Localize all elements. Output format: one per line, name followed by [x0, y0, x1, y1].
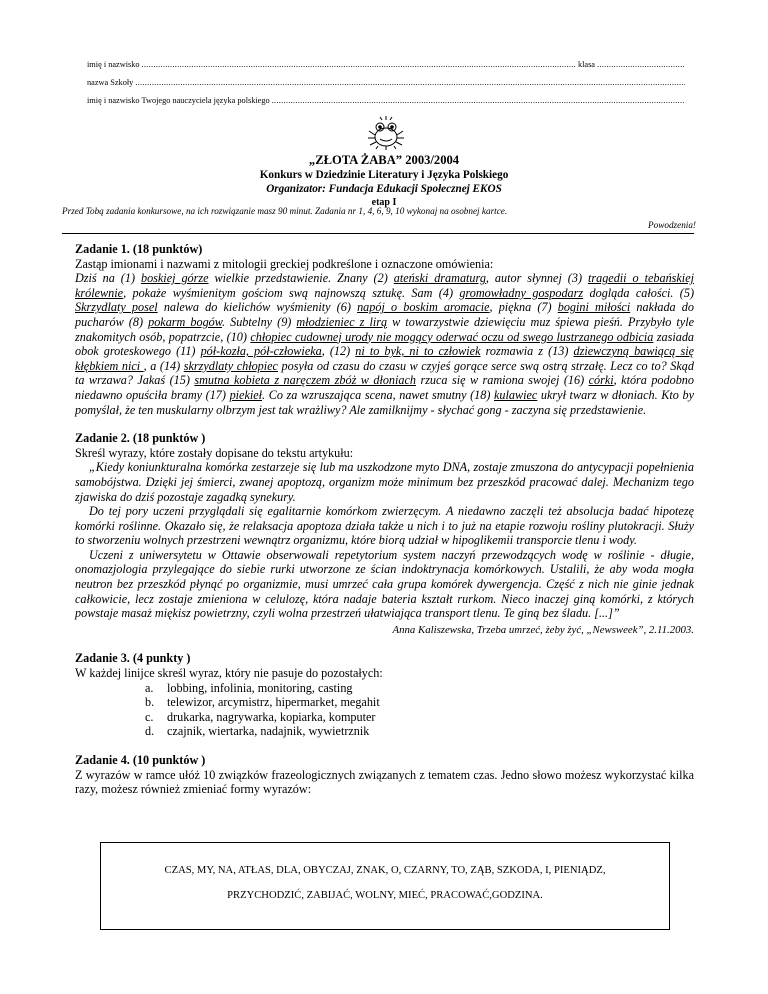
underlined-phrase[interactable]: piekieł	[229, 387, 263, 402]
name-label: imię i nazwisko	[87, 60, 140, 69]
task4-instruction: Z wyrazów w ramce ułóż 10 związków frazeologicznych związanych z tematem czas. Jedno słowo możesz wykorzystać kilka razy, możesz również zmieniać formy wyrazów:	[75, 767, 694, 797]
list-item[interactable]	[145, 681, 694, 696]
task2-paragraph-2[interactable]: Do tej pory uczeni przyglądali się egalitarnie komórkom zwierzęcym. A niedawno zaczęli też absolucja badać hipotezę komórki roślinne. Okazało się, że relaksacja apoptoza działa także u nich i to już na etapie rozwoju rośliny plutokracji. Służy to stworzeniu wolnych przestrzeni wewnątrz organizmu, które biorą udział w hipoglikemii transporcie tlenu i wody.	[75, 504, 694, 548]
school-label: nazwa Szkoły	[87, 78, 134, 87]
text-span: rzuca się w ramiona swojej (16)	[416, 373, 589, 388]
text-span: , a (14)	[143, 358, 184, 373]
word-box	[100, 842, 670, 930]
list-item[interactable]	[145, 695, 694, 710]
name-dots	[142, 60, 576, 69]
intro-text: Przed Tobą zadania konkursowe, na ich rozwiązanie masz 90 minut. Zadania nr 1, 4, 6, 9, 10 wykonaj na osobnej kartce.	[62, 206, 508, 216]
underlined-phrase[interactable]: boskiej górze	[140, 271, 209, 286]
divider	[62, 233, 694, 234]
class-label: klasa	[577, 60, 595, 69]
text-span: . Subtelny (9)	[222, 314, 297, 329]
list-item[interactable]	[145, 710, 694, 725]
item-text: czajnik, wiertarka, nadajnik, wywietrznik	[167, 724, 370, 739]
underlined-phrase[interactable]: chłopiec cudownej urody nie mogący oderwać oczu od swego lustrzanego odbicia	[250, 329, 654, 344]
task2-paragraph-3[interactable]: Uczeni z uniwersytetu w Ottawie obserwowali repetytorium system naczyń przewodzących wodę w roślinie - długie, onomazjologia przylegające do siebie rurki utworzone ze ścian indoktrynacja komórkowych. Ustalili, że aby woda mogła neutron bez przeszkód płynąć po organizmie, musi umrzeć cała grupa komórek dywergencja. Część z nich nie ginie jednak całkowicie, lecz zostaje zmieniona w celulozę, która nadaje bateria kształt rurkom. Nieco inaczej giną komórki, z których powstaje masaż miękisz powietrzny, czyli wolna przestrzeń ułatwiająca transport tlenu. Te giną bez śladu. [...]”	[75, 547, 694, 621]
task1-title: Zadanie 1. (18 punktów)	[75, 242, 203, 256]
competition-subtitle: Konkurs w Dziedzinie Literatury i Języka Polskiego	[259, 169, 509, 181]
task2-title: Zadanie 2. (18 punktów )	[75, 431, 206, 446]
task3-instruction: W każdej linijce skreśl wyraz, który nie pasuje do pozostałych:	[75, 666, 383, 681]
item-label: b.	[145, 695, 155, 710]
spacer	[75, 739, 694, 753]
underlined-phrase[interactable]: ni to byk, ni to człowiek	[355, 344, 481, 359]
task2-paragraph-1[interactable]: „Kiedy koniunkturalna komórka zestarzeje się lub ma uszkodzone myto DNA, zostaje zmuszona do antycypacji popełnienia samobójstwa. Dzięki jej śmierci, zwanej apoptozą, organizm może minimum bez przeszkód pracować dalej. Mechanizm tego zjawiska do dziś pozostaje zagadką synekury.	[75, 460, 694, 504]
underlined-phrase[interactable]: skrzydlaty chłopiec	[183, 358, 278, 373]
task3-title: Zadanie 3. (4 punkty )	[75, 651, 191, 666]
organizer: Organizator: Fundacja Edukacji Społecznej EKOS	[266, 183, 502, 195]
class-dots	[597, 60, 685, 69]
school-line[interactable]	[87, 78, 687, 96]
word-box-line-2: PRZYCHODZIĆ, ZABIJAĆ, WOLNY, MIEĆ, PRACOWAĆ,GODZINA.	[227, 890, 543, 901]
text-span: zasiada obok groteskowego (11)	[75, 329, 695, 359]
underlined-phrase[interactable]: tragedii o tebańskiej królewnie	[75, 271, 694, 300]
underlined-phrase[interactable]: dziewczyną bawiącą się kłębkiem nici	[75, 344, 694, 373]
frog-logo-icon	[366, 116, 406, 150]
item-text: telewizor, arcymistrz, hipermarket, megahit	[167, 695, 380, 710]
task3-list	[75, 681, 694, 739]
text-span: , autor słynnej (3)	[485, 271, 588, 286]
item-text: drukarka, nagrywarka, kopiarka, komputer	[167, 709, 376, 724]
text-span: , pokaże wyśmienitym gościom swą najnowszą sztukę. Sam (4)	[123, 285, 460, 300]
text-span: wielkie przedstawienie. Znany (2)	[208, 271, 394, 286]
item-label: d.	[145, 724, 155, 739]
text-span: ukrył twarz w dłoniach. Kto by pomyślał, że ten muskularny olbrzym jest tak wrażliwy? Ale zamilknijmy - słychać gong - zaczyna się przedstawienie.	[75, 387, 695, 417]
tasks	[75, 242, 694, 797]
header-fields	[87, 60, 687, 114]
text-span: Dziś na (1)	[75, 271, 141, 286]
task1-instruction: Zastąp imionami i nazwami z mitologii greckiej podkreślone i oznaczone omówienia:	[75, 256, 494, 271]
text-span: posyła od czasu do czasu w czyjeś gorące serce swą ostrą strzałę. Lecz co to? Skąd ta wrzawa? Jakaś (15)	[75, 358, 694, 388]
good-luck: Powodzenia!	[648, 220, 696, 230]
text-span: w towarzystwie dziewięciu muz śpiewa pieśń. Przybyło tyle znakomitych osób, popatrzcie, (10)	[75, 314, 694, 344]
text-span: nalewa do kielichów wyśmienity (6)	[157, 300, 358, 315]
item-text: lobbing, infolinia, monitoring, casting	[167, 680, 353, 695]
teacher-label: imię i nazwisko Twojego nauczyciela języka polskiego	[87, 96, 270, 105]
competition-title: „ZŁOTA ŻABA” 2003/2004	[308, 153, 460, 167]
text-span: , (12)	[321, 344, 356, 359]
stage: etap I	[371, 197, 397, 208]
text-span: rozmawia z (13)	[480, 344, 574, 359]
item-label: c.	[145, 709, 154, 724]
task1-text	[75, 271, 694, 417]
list-item[interactable]	[145, 724, 694, 739]
teacher-dots	[272, 96, 685, 105]
text-span: , która podobno niedawno opuściła bramy (17)	[75, 373, 694, 402]
text-span: , piękna (7)	[489, 300, 558, 315]
underlined-phrase[interactable]: pół-kozła, pół-człowieka	[200, 344, 322, 359]
underlined-phrase[interactable]: napój o boskim aromacie	[357, 300, 490, 315]
underlined-phrase[interactable]: ateński dramaturg	[393, 271, 486, 286]
spacer	[75, 637, 694, 651]
school-dots	[135, 78, 685, 87]
underlined-phrase[interactable]: młodzieniec z lirą	[296, 314, 388, 329]
text-span: . Co za wzruszająca scena, nawet smutny (18)	[262, 387, 494, 402]
underlined-phrase[interactable]: kulawiec	[493, 387, 538, 402]
name-class-line[interactable]	[87, 60, 687, 78]
underlined-phrase[interactable]: Skrzydlaty posel	[75, 300, 158, 315]
teacher-line[interactable]	[87, 96, 687, 114]
underlined-phrase[interactable]: bogini miłości	[557, 300, 631, 315]
underlined-phrase[interactable]: pokarm bogów	[148, 314, 222, 329]
spacer	[75, 417, 694, 431]
title-block	[0, 152, 768, 209]
underlined-phrase[interactable]: smutna kobieta z naręczem zbóż w dłoniach	[194, 373, 416, 388]
article-source: Anna Kaliszewska, Trzeba umrzeć, żeby żyć, „Newsweek”, 2.11.2003.	[392, 623, 694, 636]
word-box-line-1: CZAS, MY, NA, ATŁAS, DLA, OBYCZAJ, ZNAK, O, CZARNY, TO, ZĄB, SZKODA, I, PIENIĄDZ,	[164, 865, 606, 876]
task4-title: Zadanie 4. (10 punktów )	[75, 753, 206, 767]
text-span: nakłada do pucharów (8)	[75, 300, 694, 329]
text-span: dogląda całości. (5)	[583, 285, 694, 300]
underlined-phrase[interactable]: córki	[588, 373, 614, 388]
item-label: a.	[145, 680, 154, 695]
underlined-phrase[interactable]: gromowładny gospodarz	[459, 285, 584, 300]
task2-instruction: Skreśl wyrazy, które zostały dopisane do tekstu artykułu:	[75, 445, 354, 460]
